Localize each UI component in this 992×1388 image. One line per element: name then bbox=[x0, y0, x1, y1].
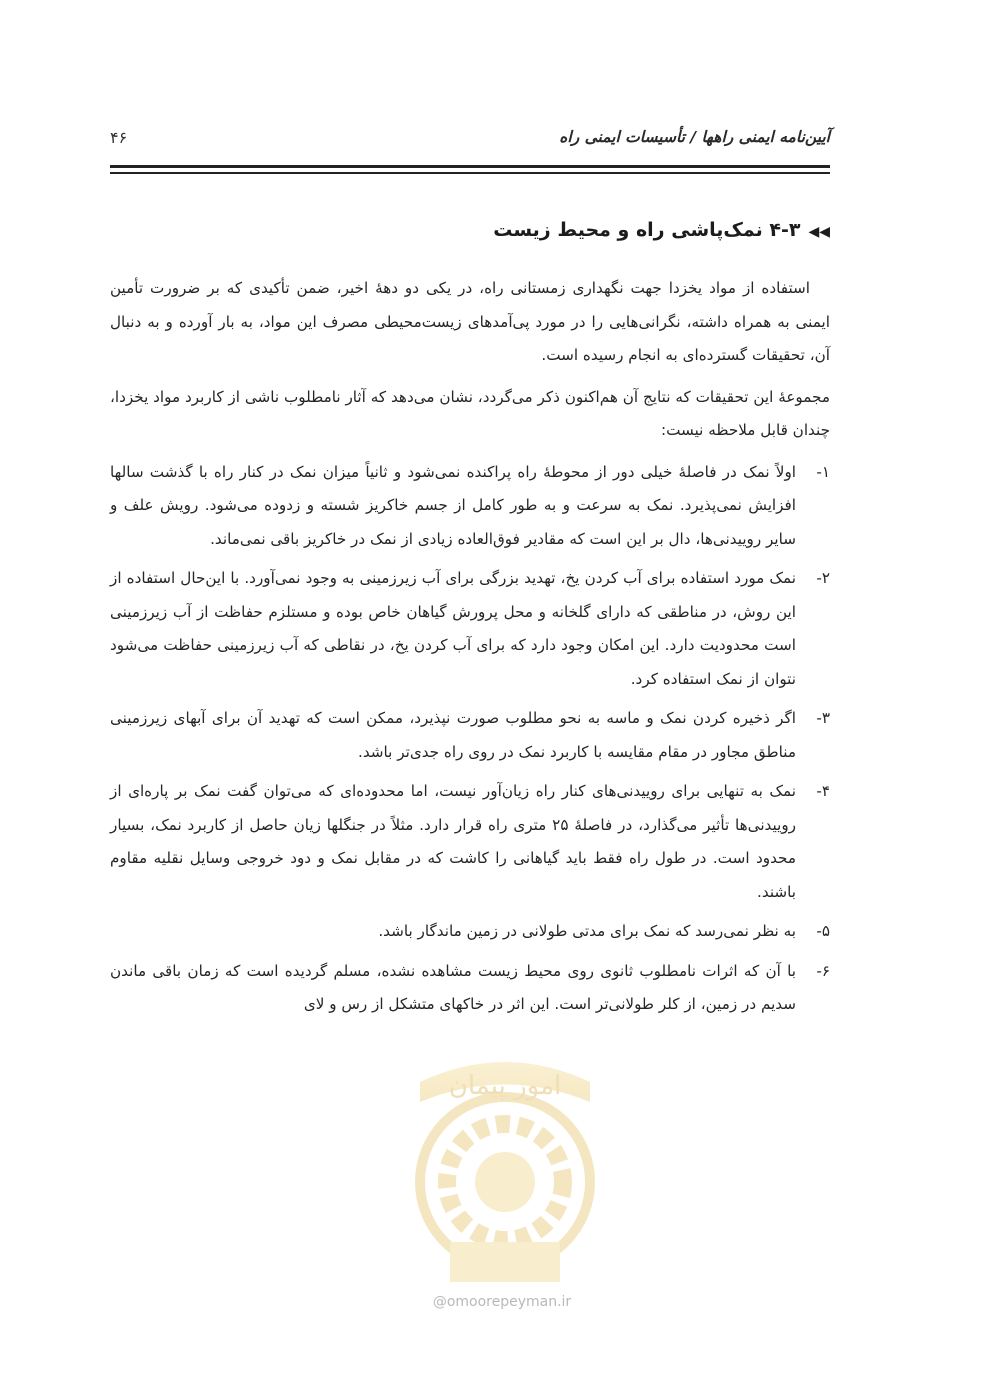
body-text bbox=[110, 272, 830, 1028]
list-item bbox=[110, 775, 830, 909]
list-item bbox=[110, 456, 830, 557]
list-item-text: به نظر نمی‌رسد که نمک برای مدتی طولانی در زمین ماندگار باشد. bbox=[378, 922, 796, 940]
list-item bbox=[110, 915, 830, 949]
list-number: ۳- bbox=[816, 709, 830, 727]
list-item-text: نمک مورد استفاده برای آب کردن یخ، تهدید بزرگی برای آب زیرزمینی به وجود نمی‌آورد. با این‌حال استفاده از این روش، در مناطقی که دارای گلخانه و محل پرورش گیاهان خاص بوده و مستلزم حفاظت از آب زیرزمینی است محدودیت دارد. این امکان وجود دارد که برای آب کردن یخ، در نقاطی که آب زیرزمینی حفاظت می‌شود نتوان از نمک استفاده کرد. bbox=[110, 569, 796, 688]
paragraph: استفاده از مواد یخزدا جهت نگهداری زمستانی راه، در یکی دو دههٔ اخیر، ضمن تأکیدی که بر ضرورت تأمین ایمنی به همراه داشته، نگرانی‌هایی را در مورد پی‌آمدهای زیست‌محیطی مصرف این مواد، به بار آورده و به دنبال آن، تحقیقات گسترده‌ای به انجام رسیده است. bbox=[110, 279, 830, 364]
list-number: ۵- bbox=[816, 922, 830, 940]
section-title: ۴-۳ نمک‌پاشی راه و محیط زیست bbox=[493, 219, 801, 241]
list-item-text: اگر ذخیره کردن نمک و ماسه به نحو مطلوب صورت نپذیرد، ممکن است که تهدید آن برای آبهای زیرزمینی مناطق مجاور در مقام مقایسه با کاربرد نمک در روی راه جدی‌تر باشد. bbox=[110, 709, 796, 761]
list-item-text: با آن که اثرات نامطلوب ثانوی روی محیط زیست مشاهده نشده، مسلم گردیده است که زمان باقی ماندن سدیم در زمین، از کلر طولانی‌تر است. این اثر در خاکهای متشکل از رس و لای bbox=[110, 961, 796, 1013]
list-item bbox=[110, 562, 830, 696]
list-item-text: نمک به تنهایی برای روییدنی‌های کنار راه زیان‌آور نیست، اما محدوده‌ای که می‌توان گفت نمک بر پاره‌ای از روییدنی‌ها تأثیر می‌گذارد، در فاصلهٔ ۲۵ متری راه قرار دارد. مثلاً در جنگلها زیان حاصل از کاربرد نمک، بسیار محدود است. در طول راه فقط باید گیاهانی را کاشت که در مقابل نمک و دود خروجی وسایل نقلیه مقاوم باشند. bbox=[110, 782, 797, 901]
watermark-site: @omoorepeyman.ir bbox=[432, 1294, 572, 1310]
page-number: ۴۶ bbox=[110, 128, 128, 147]
list-number: ۱- bbox=[816, 462, 830, 481]
document-page bbox=[110, 0, 830, 1388]
list-item-text: اولاً نمک در فاصلهٔ خیلی دور از محوطهٔ راه پراکنده نمی‌شود و ثانیاً میزان نمک در کنار راه با گذشت سالها افزایش نمی‌پذیرد. نمک به سرعت و به طور کامل از جسم خاکریز شسته و زدوده می‌شود. رویش علف و سایر روییدنی‌ها، دال بر این است که مقادیر فوق‌العاده زیادی از نمک در خاکریز باقی نمی‌ماند. bbox=[110, 462, 796, 548]
list-number: ۴- bbox=[816, 782, 830, 800]
list-number: ۲- bbox=[816, 569, 830, 587]
list-item bbox=[110, 955, 830, 1022]
header-rule-thin bbox=[110, 172, 830, 174]
list-item bbox=[110, 702, 830, 769]
section-heading bbox=[493, 219, 830, 241]
watermark-seal-text: امور پیمان bbox=[448, 1071, 562, 1101]
header-rule-thick bbox=[110, 165, 830, 168]
running-header bbox=[110, 128, 830, 158]
numbered-list bbox=[110, 456, 830, 1022]
running-title: آیین‌نامه ایمنی راهها / تأسیسات ایمنی راه bbox=[559, 128, 830, 146]
list-number: ۶- bbox=[816, 961, 830, 980]
paragraph: مجموعهٔ این تحقیقات که نتایج آن هم‌اکنون ذکر می‌گردد، نشان می‌دهد که آثار نامطلوب ناشی از کاربرد مواد یخزدا، چندان قابل ملاحظه نیست: bbox=[110, 387, 830, 439]
double-arrow-icon: ◀◀ bbox=[808, 224, 830, 240]
